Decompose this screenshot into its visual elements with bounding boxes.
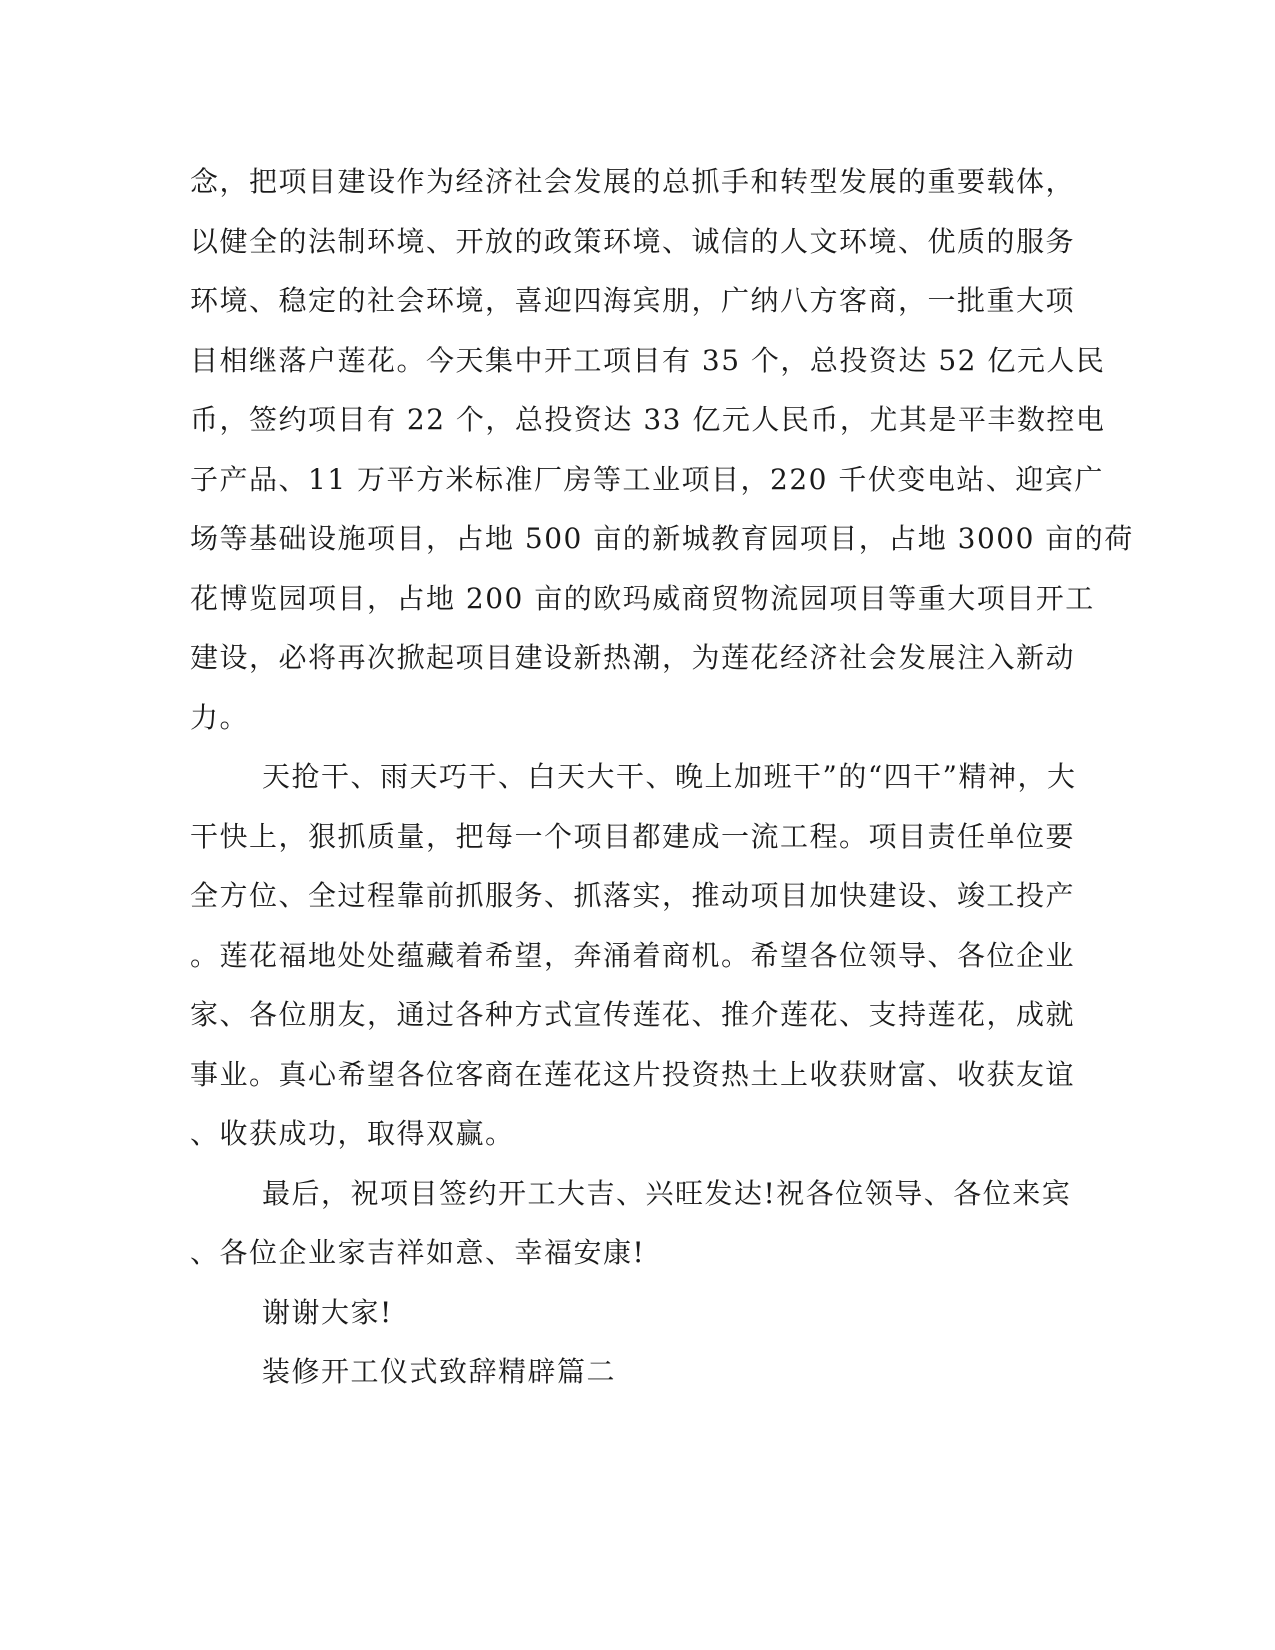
text-line: 干快上，狠抓质量，把每一个项目都建成一流工程。项目责任单位要 xyxy=(190,819,1076,853)
text-line: 家、各位朋友，通过各种方式宣传莲花、推介莲花、支持莲花，成就 xyxy=(190,998,1076,1031)
text-line: 子产品、11 万平方米标准厂房等工业项目，220 千伏变电站、迎宾广 xyxy=(190,462,1104,496)
paragraph xyxy=(190,152,1134,747)
paragraph xyxy=(190,747,1077,1164)
text-line: 环境、稳定的社会环境，喜迎四海宾朋，广纳八方客商，一批重大项 xyxy=(190,284,1076,317)
text-line: 币，签约项目有 22 个，总投资达 33 亿元人民币，尤其是平丰数控电 xyxy=(190,403,1106,436)
text-line: 力。 xyxy=(190,700,250,734)
text-line: 最后，祝项目签约开工大吉、兴旺发达!祝各位领导、各位来宾 xyxy=(262,1176,1072,1210)
text-line: 谢谢大家! xyxy=(262,1295,393,1329)
text-line: 以健全的法制环境、开放的政策环境、诚信的人文环境、优质的服务 xyxy=(190,224,1076,258)
text-line: 场等基础设施项目，占地 500 亩的新城教育园项目，占地 3000 亩的荷 xyxy=(190,522,1134,555)
text-line: 、各位企业家吉祥如意、幸福安康! xyxy=(190,1236,646,1269)
text-line: 念，把项目建设作为经济社会发展的总抓手和转型发展的重要载体， xyxy=(190,165,1076,198)
text-line: 全方位、全过程靠前抓服务、抓落实，推动项目加快建设、竣工投产 xyxy=(190,879,1076,912)
paragraph xyxy=(190,1164,1070,1283)
text-line: 建设，必将再次掀起项目建设新热潮，为莲花经济社会发展注入新动 xyxy=(190,641,1076,674)
section-heading xyxy=(190,1342,1070,1402)
document-body xyxy=(190,152,1134,1402)
text-line: 花博览园项目，占地 200 亩的欧玛威商贸物流园项目等重大项目开工 xyxy=(190,581,1095,615)
text-line: 。莲花福地处处蕴藏着希望，奔涌着商机。希望各位领导、各位企业 xyxy=(190,938,1076,972)
paragraph xyxy=(190,1283,1070,1343)
text-line: 天抢干、雨天巧干、白天大干、晚上加班干”的“四干”精神，大 xyxy=(262,760,1077,793)
text-line: 目相继落户莲花。今天集中开工项目有 35 个，总投资达 52 亿元人民 xyxy=(190,343,1106,377)
text-line: 、收获成功，取得双赢。 xyxy=(190,1117,515,1150)
text-line: 装修开工仪式致辞精辟篇二 xyxy=(262,1355,617,1388)
text-line: 事业。真心希望各位客商在莲花这片投资热土上收获财富、收获友谊 xyxy=(190,1057,1076,1091)
